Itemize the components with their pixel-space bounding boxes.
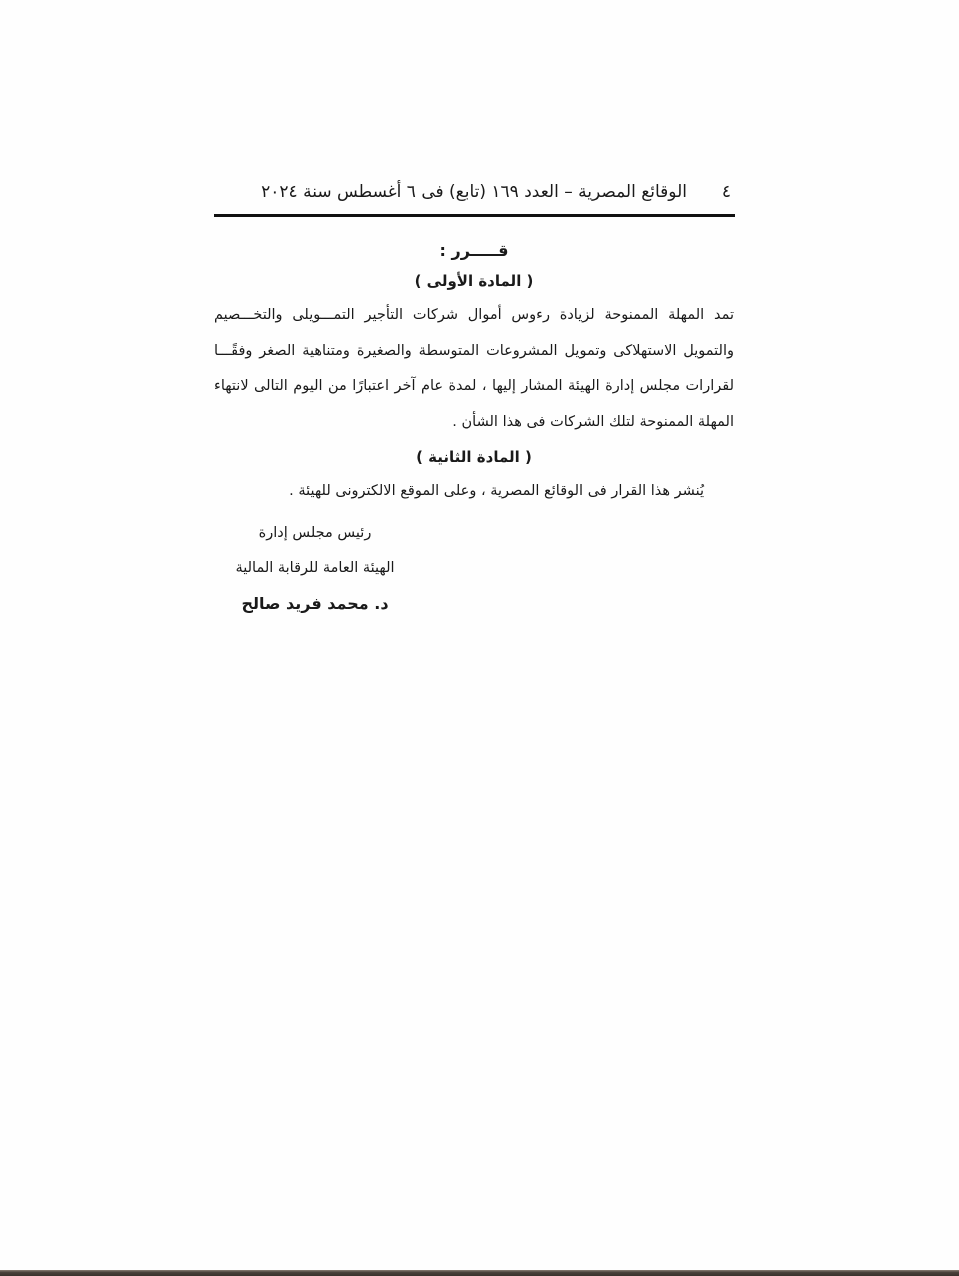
page-number: ٤ — [721, 182, 731, 202]
article-2-title: ( المادة الثانية ) — [416, 448, 532, 466]
bottom-edge-bar — [0, 1270, 959, 1276]
decree-heading: قـــــرر : — [439, 241, 509, 260]
header-divider — [214, 214, 735, 217]
article-1-line: لقرارات مجلس إدارة الهيئة المشار إليها ، لمدة عام آخر اعتبارًا من اليوم التالى لانتهاء — [214, 378, 734, 394]
article-2-text: يُنشر هذا القرار فى الوقائع المصرية ، وعلى الموقع الالكترونى للهيئة . — [289, 483, 704, 499]
gazette-header-title: الوقائع المصرية – العدد ١٦٩ (تابع) فى ٦ أغسطس سنة ٢٠٢٤ — [261, 182, 687, 202]
article-1-line: تمد المهلة الممنوحة لزيادة رءوس أموال شركات التأجير التمـــويلى والتخـــصيم — [214, 307, 734, 323]
page-header — [214, 180, 735, 210]
signatory-name: د. محمد فريد صالح — [241, 594, 389, 613]
article-1-title: ( المادة الأولى ) — [414, 272, 534, 290]
signatory-title-line-2: الهيئة العامة للرقابة المالية — [235, 560, 395, 576]
signatory-title-line-1: رئيس مجلس إدارة — [258, 525, 372, 541]
article-1-line: المهلة الممنوحة لتلك الشركات فى هذا الشأن . — [452, 413, 734, 430]
article-1-text — [214, 298, 734, 440]
decree-body — [214, 238, 734, 508]
article-1-line: والتمويل الاستهلاكى وتمويل المشروعات المتوسطة والصغيرة ومتناهية الصغر وفقًـــا — [214, 342, 734, 359]
